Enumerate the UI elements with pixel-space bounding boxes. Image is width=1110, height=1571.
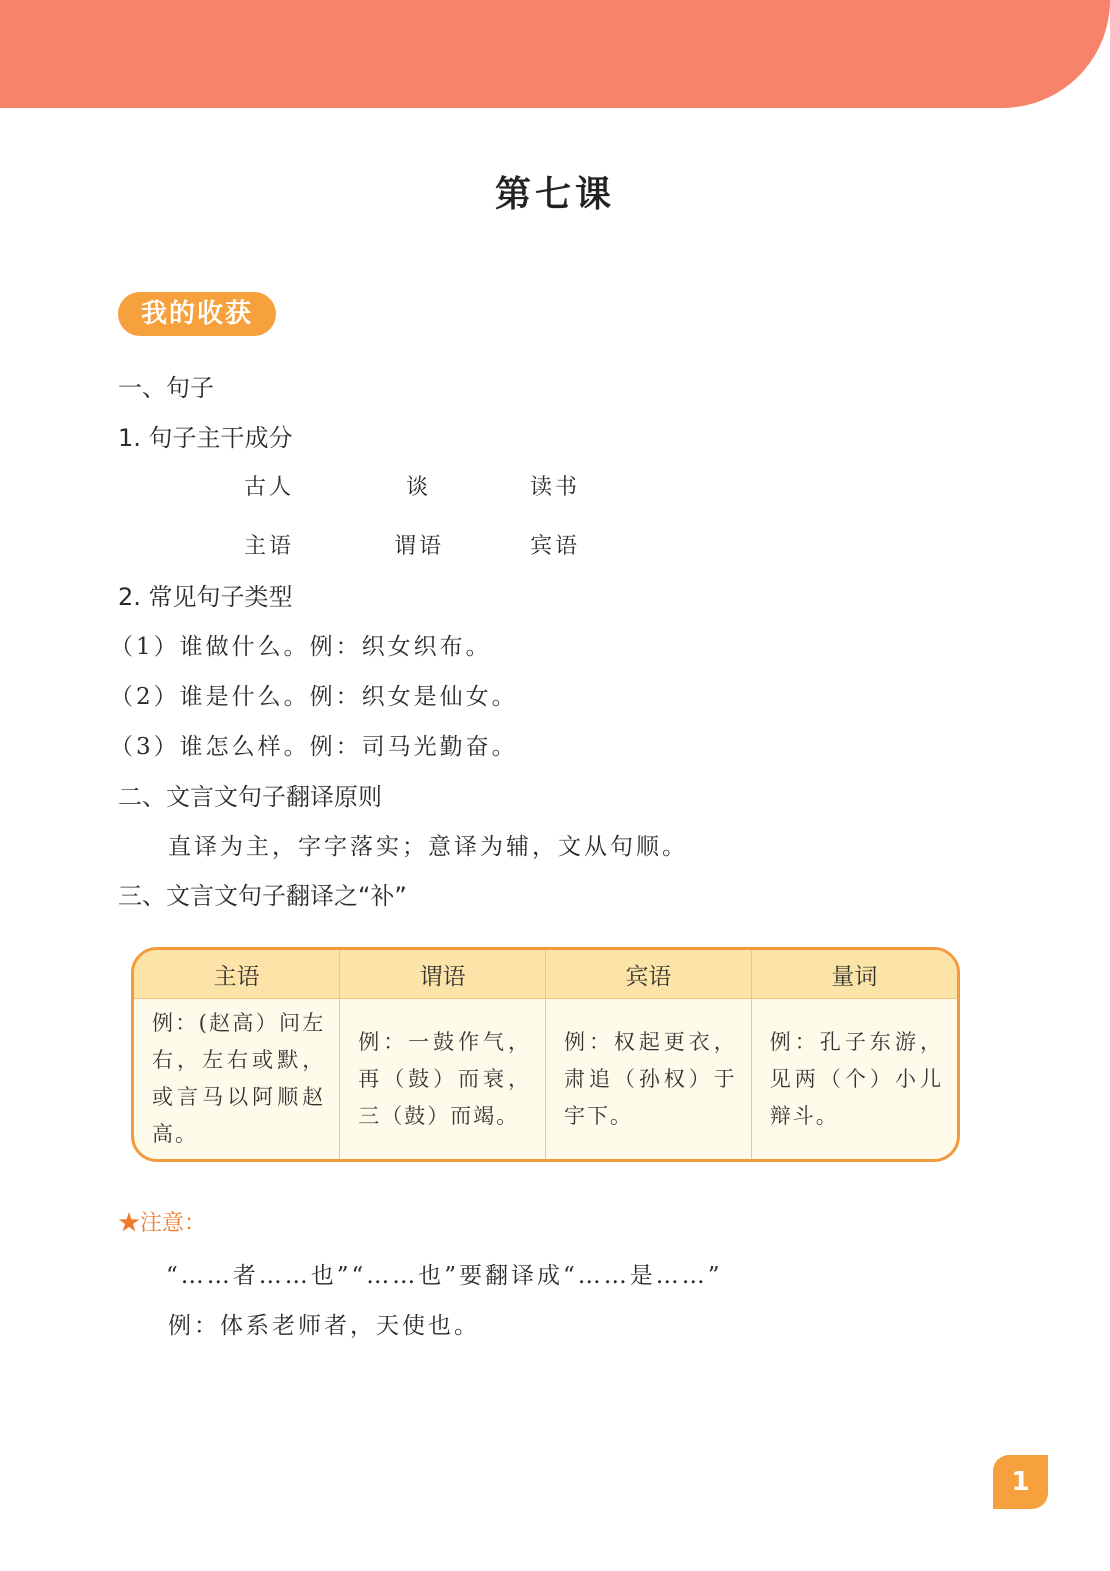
page-number-badge: 1 — [993, 1455, 1048, 1509]
heading-translation-supplement: 三、文言文句子翻译之“补” — [118, 882, 407, 910]
label-subject: 主语 — [244, 534, 295, 559]
table-cell-predicate-example: 例：一鼓作气，再（鼓）而衰，三（鼓）而竭。 — [340, 999, 546, 1160]
note-rule: “……者……也”“……也”要翻译成“……是……” — [166, 1263, 723, 1289]
heading-sentence-types: 2. 常见句子类型 — [118, 583, 293, 611]
heading-sentence: 一、句子 — [118, 374, 214, 402]
table-cell-subject-example: 例：(赵高）问左右，左右或默，或言马以阿顺赵高。 — [134, 999, 340, 1160]
table-cell-measure-word-example: 例：孔子东游，见两（个）小儿辩斗。 — [769, 1029, 943, 1128]
top-decorative-band — [0, 0, 1110, 108]
sentence-type-3: （3）谁怎么样。例：司马光勤奋。 — [110, 734, 518, 760]
table-header-object: 宾语 — [546, 950, 752, 999]
heading-sentence-components: 1. 句子主干成分 — [118, 424, 293, 452]
heading-translation-principle: 二、文言文句子翻译原则 — [118, 783, 382, 811]
example-word-predicate: 谈 — [406, 475, 432, 500]
table-header-predicate: 谓语 — [340, 950, 546, 999]
section-label-pill: 我的收获 — [118, 292, 276, 336]
supplement-table — [131, 947, 960, 1162]
table-header-subject: 主语 — [134, 950, 340, 999]
label-object: 宾语 — [530, 534, 581, 559]
translation-principle-text: 直译为主，字字落实；意译为辅，文从句顺。 — [168, 834, 688, 860]
table-cell-object-example: 例：权起更衣，肃追（孙权）于宇下。 — [546, 999, 752, 1160]
note-example: 例：体系老师者，天使也。 — [168, 1313, 480, 1339]
table-header-measure-word: 量词 — [751, 950, 957, 999]
note-label: ★注意： — [118, 1211, 207, 1236]
label-predicate: 谓语 — [394, 534, 445, 559]
sentence-type-1: （1）谁做什么。例：织女织布。 — [110, 634, 492, 660]
example-word-subject: 古人 — [244, 475, 295, 500]
example-word-object: 读书 — [530, 475, 581, 500]
lesson-title: 第七课 — [494, 174, 615, 215]
sentence-type-2: （2）谁是什么。例：织女是仙女。 — [110, 684, 518, 710]
